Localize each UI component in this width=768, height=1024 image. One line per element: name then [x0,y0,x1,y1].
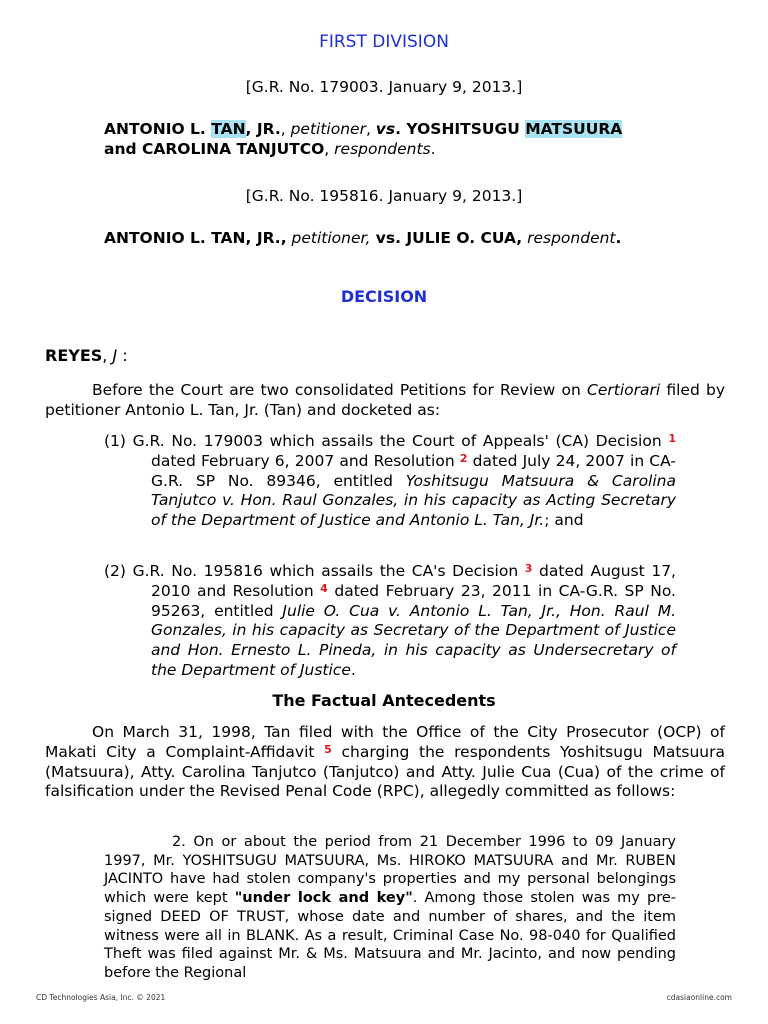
petitioner-role: petitioner [290,120,366,138]
separator: , [102,346,113,365]
versus-label: vs [375,120,396,138]
quote-text: 2. On or about the period from 21 December 1996 to 09 January 1997, Mr. YOSHITSUGU MATSUURA, Ms. HIROKO MATSUURA and Mr. RUBEN JACINTO have had stolen company's properties and my personal belongings which were kept [104,834,676,907]
versus-dot: . [395,120,402,138]
decision-title: DECISION [340,287,428,306]
respondent-name-2: and CAROLINA TANJUTCO [104,139,325,158]
intro-paragraph [45,381,725,421]
ponente [45,346,128,366]
list-item-2 [104,562,676,681]
case-title: Julie O. Cua v. Antonio L. Tan, Jr., Hon. Raul M. Gonzales, in his capacity as Secretary of the Department of Justice and Hon. Ernesto L. Pineda, in his capacity as Undersecretary of the Department of Justice [151,601,677,679]
intro-text: Before the Court are two consolidated Petitions for Review on [92,381,588,399]
respondent-name: YOSHITSUGU [401,120,526,138]
quote-text: . Among those stolen was my pre-signed DEED OF TRUST, whose date and number of shares, and the item witness were all in BLANK. As a result, Criminal Case No. 98-040 for Qualified Theft was filed against Mr. & Ms. Matsuura and Mr. Jacinto, and now pending before the Regional [104,890,676,981]
case-number-179003: [G.R. No. 179003. January 9, 2013.] [245,78,523,96]
footnote-link-1[interactable]: 1 [668,432,676,445]
item-text: dated February 23, 2011 in CA-G.R. SP No. 95263, entitled [151,581,676,620]
item-text: (2) G.R. No. 195816 which assails the CA's Decision [104,562,525,580]
case1-parties [104,120,694,160]
footnote-link-5[interactable]: 5 [324,742,332,756]
case2-parties [104,229,694,249]
ponente-title: J [112,346,118,365]
search-highlight-matsuura: MATSUURA [525,120,623,138]
separator: , [324,139,335,158]
block-quote [104,833,676,983]
item-text: (1) G.R. No. 179003 which assails the Court of Appeals' (CA) Decision [104,432,669,450]
footnote-link-2[interactable]: 2 [459,451,468,465]
item-text: . [350,660,356,679]
colon: : [117,346,128,365]
case-number-195816: [G.R. No. 195816. January 9, 2013.] [245,187,523,205]
separator: , [280,120,291,138]
item-text: ; and [544,511,584,530]
respondent-role: respondent [522,229,616,247]
petitioner-role: petitioner, [286,229,371,247]
separator: , [365,120,376,138]
quote-bold: "under lock and key" [234,890,413,907]
footer-site-link[interactable]: cdasiaonline.com [666,993,732,1002]
division-heading: FIRST DIVISION [319,32,449,52]
facts-text: On March 31, 1998, Tan filed with the Office of the City Prosecutor (OCP) of Makati City a Complaint-Affidavit [45,723,725,761]
item-text: dated July 24, 2007 in CA-G.R. SP No. 89346, entitled [151,451,676,490]
item-text: dated August 17, 2010 and Resolution [151,562,676,600]
footnote-link-4[interactable]: 4 [320,581,328,595]
period: . [430,139,436,158]
list-item-1 [104,432,676,531]
period: . [615,229,622,247]
ponente-name: REYES [45,346,103,365]
item-text: dated February 6, 2007 and Resolution [151,451,460,470]
case-title: Yoshitsugu Matsuura & Carolina Tanjutco v. Hon. Raul Gonzales, in his capacity as Acting Secretary of the Department of Justice and Antonio L. Tan, Jr. [151,471,676,530]
respondent-role: respondents [334,139,431,158]
respondent-name: vs. JULIE O. CUA, [370,229,523,247]
petitioner-suffix: , JR. [245,120,281,138]
facts-text: charging the respondents Yoshitsugu Matsuura (Matsuura), Atty. Carolina Tanjutco (Tanjutco) and Atty. Julie Cua (Cua) of the crime of falsification under the Revised Penal Code (RPC), allegedly committed as follows: [45,742,725,801]
footer-copyright: CD Technologies Asia, Inc. © 2021 [36,993,166,1002]
facts-paragraph [45,723,725,802]
intro-italic: Certiorari [587,381,661,399]
search-highlight-tan: TAN [211,120,246,138]
section-heading: The Factual Antecedents [272,691,496,710]
intro-text: filed by petitioner Antonio L. Tan, Jr. (Tan) and docketed as: [45,381,725,419]
petitioner-name: ANTONIO L. [104,120,212,138]
footnote-link-3[interactable]: 3 [524,562,533,575]
petitioner-name: ANTONIO L. TAN, JR., [104,229,287,247]
